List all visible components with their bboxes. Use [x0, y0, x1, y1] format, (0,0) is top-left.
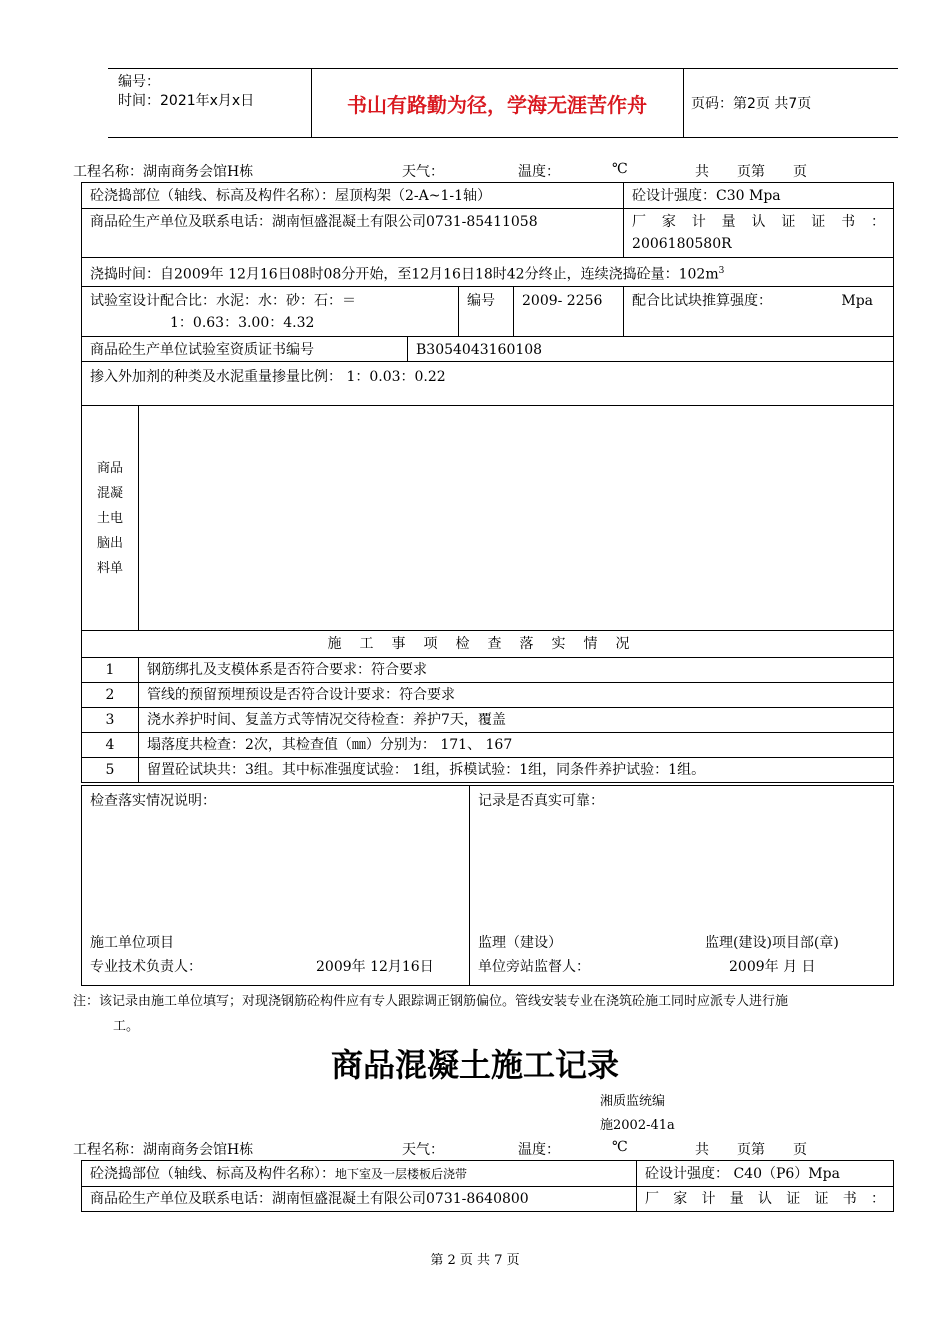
pour-location-2 — [82, 1161, 637, 1187]
admixture-info: 掺入外加剂的种类及水泥重量掺量比例： 1：0.03：0.22 — [82, 362, 894, 406]
supervisor-label: 监理（建设） — [478, 935, 562, 951]
supervisor-line2 — [478, 955, 885, 979]
pour-location: 砼浇捣部位（轴线、标高及构件名称）：屋顶构架（2-A~1-1轴） — [82, 183, 624, 209]
temperature-unit-2: ℃ — [612, 1139, 628, 1155]
check-no: 3 — [82, 708, 139, 733]
producer-info-2: 商品砼生产单位及联系电话：湖南恒盛混凝土有限公司0731-8640800 — [82, 1187, 637, 1212]
inspection-notes-label: 检查落实情况说明： — [90, 793, 216, 809]
truth-check-label: 记录是否真实可靠： — [478, 793, 604, 809]
pour-time — [82, 258, 894, 287]
page-header — [108, 68, 898, 138]
truth-check-cell — [470, 786, 894, 986]
form-code-line1: 湘质监统编 — [600, 1094, 666, 1109]
pour-unit-sup: 3 — [718, 266, 725, 276]
check-table — [81, 630, 894, 783]
header-divider — [683, 69, 684, 137]
lab-cert-number: B3054043160108 — [408, 337, 894, 362]
mix-ratio — [82, 286, 459, 336]
design-strength-2: 砼设计强度： C40（P6）Mpa — [637, 1161, 894, 1187]
mix-strength-unit: Mpa — [841, 292, 874, 309]
record-table-middle — [81, 336, 894, 631]
contractor-line2 — [90, 955, 461, 979]
printout-label-line: 脑出 — [96, 535, 123, 551]
inspection-notes-cell — [82, 786, 470, 986]
supervisor-line1 — [478, 931, 885, 955]
check-title: 施工事项检查落实情况 — [82, 631, 894, 658]
page-footer: 第 2 页 共 7 页 — [430, 1253, 520, 1268]
printout-label-line: 料单 — [96, 560, 123, 576]
page-count-2: 共 页第 页 — [695, 1142, 807, 1158]
pour-location-value-2: 地下室及一层楼板后浇带 — [335, 1167, 468, 1181]
printout-label-line: 商品 — [96, 460, 123, 476]
pour-time-text: 浇捣时间：自2009年 12月16日08时08分开始，至12月16日18时42分终止，连续浇捣砼量：102m — [90, 266, 719, 283]
mix-strength-label: 配合比试块推算强度： — [632, 292, 773, 309]
printout-label-line: 土电 — [96, 510, 123, 526]
supervisor-label: 单位旁站监督人： — [478, 959, 590, 975]
note-line1: 注：该记录由施工单位填写；对现浇钢筋砼构件应有专人跟踪调正钢筋偏位。管线安装专业在浇筑砼施工同时应派专人进行施 — [73, 994, 789, 1009]
lab-cert-label: 商品砼生产单位试验室资质证书编号 — [82, 337, 408, 362]
cert-number: 2006180580R — [632, 236, 732, 252]
mix-ratio-values: 1：0.63：3.00：4.32 — [170, 314, 315, 331]
project-name-2: 工程名称：湖南商务会馆H栋 — [73, 1142, 254, 1158]
check-no: 4 — [82, 733, 139, 758]
supervisor-dept: 监理(建设)项目部(章) — [705, 935, 839, 951]
check-no: 2 — [82, 683, 139, 708]
pour-location-label-2: 砼浇捣部位（轴线、标高及构件名称）： — [90, 1166, 335, 1182]
form-code-line2: 施2002-41a — [600, 1118, 675, 1133]
header-page-label: 页码：第2页 共7页 — [691, 96, 812, 112]
mix-strength — [624, 286, 894, 336]
cert-label-2: 厂 家 计 量 认 证 证 书 ： — [637, 1187, 894, 1212]
check-no: 5 — [82, 758, 139, 783]
temperature-unit: ℃ — [612, 161, 628, 177]
contractor-line1: 施工单位项目 — [90, 935, 174, 951]
temperature-label: 温度： — [518, 164, 560, 180]
mix-no-label: 编号 — [459, 286, 514, 336]
producer-info: 商品砼生产单位及联系电话：湖南恒盛混凝土有限公司0731-85411058 — [82, 209, 624, 258]
check-item: 浇水养护时间、复盖方式等情况交待检查：养护7天，覆盖 — [139, 708, 894, 733]
contractor-label: 专业技术负责人： — [90, 959, 202, 975]
supervisor-date: 2009年 月 日 — [729, 959, 816, 975]
record-table-top — [81, 182, 894, 337]
weather-label: 天气： — [402, 164, 444, 180]
header-motto: 书山有路勤为径，学海无涯苦作舟 — [347, 92, 647, 117]
temperature-label-2: 温度： — [518, 1142, 560, 1158]
weather-label-2: 天气： — [402, 1142, 444, 1158]
cert-label: 厂 家 计 量 认 证 证 书 ： — [632, 214, 886, 230]
header-meta — [118, 73, 254, 111]
contractor-signoff — [90, 931, 461, 979]
mix-no-value: 2009- 2256 — [514, 286, 624, 336]
project-name: 工程名称：湖南商务会馆H栋 — [73, 164, 254, 180]
signoff-table — [81, 785, 894, 986]
printout-label-line: 混凝 — [96, 485, 123, 501]
note-line2: 工。 — [113, 1019, 140, 1034]
form-title: 商品混凝土施工记录 — [330, 1046, 619, 1084]
check-no: 1 — [82, 658, 139, 683]
supervisor-signoff — [478, 931, 885, 979]
record-table-2 — [81, 1160, 894, 1212]
printout-area — [139, 406, 894, 631]
mix-ratio-label: 试验室设计配合比：水泥：水：砂：石：＝ — [90, 292, 356, 309]
check-item: 管线的预留预埋预设是否符合设计要求：符合要求 — [139, 683, 894, 708]
code-label: 编号： — [118, 74, 160, 90]
printout-label — [82, 406, 139, 631]
page-count: 共 页第 页 — [695, 164, 807, 180]
design-strength: 砼设计强度：C30 Mpa — [624, 183, 894, 209]
check-item: 钢筋绑扎及支模体系是否符合要求：符合要求 — [139, 658, 894, 683]
date-label: 时间：2021年x月x日 — [118, 93, 255, 109]
contractor-date: 2009年 12月16日 — [316, 959, 434, 975]
check-item: 留置砼试块共：3组。其中标准强度试验： 1组，拆模试验：1组，同条件养护试验：1组。 — [139, 758, 894, 783]
cert-cell — [624, 209, 894, 258]
check-item: 塌落度共检查：2次，其检查值（㎜）分别为： 171、 167 — [139, 733, 894, 758]
